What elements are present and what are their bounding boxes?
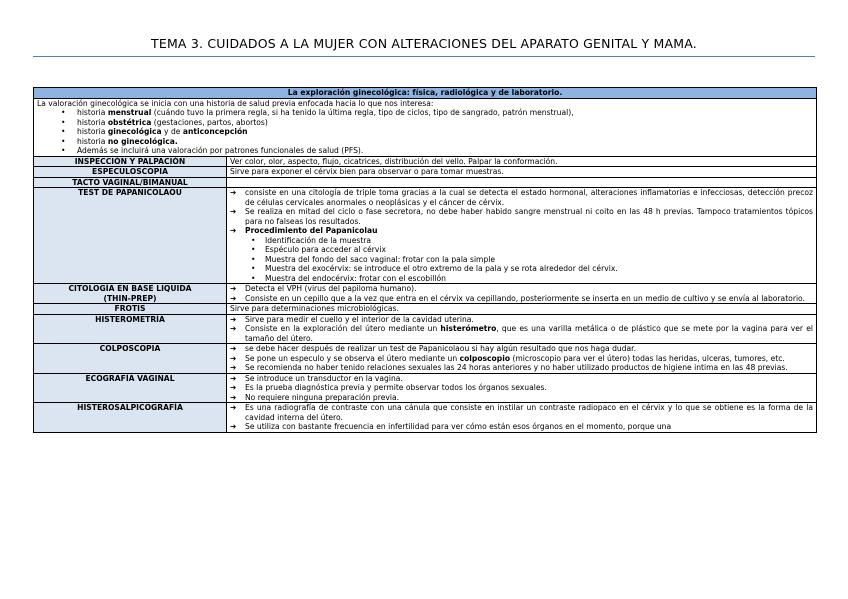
- table-row: [34, 188, 817, 284]
- row-content: Sirve para exponer el cérvix bien para observar o para tomar muestras.: [227, 167, 817, 178]
- arrow-item: ➔ Consiste en un cepillo que a la vez que entra en el cérvix va cepillando, posteriormente se inserta en un medio de cultivo y se envía al laboratorio.: [230, 294, 813, 304]
- arrow-item: ➔ Es la prueba diagnóstica previa y permite observar todos los órganos sexuales.: [230, 383, 813, 393]
- row-label: FROTIS: [34, 304, 227, 315]
- table-row: [34, 373, 817, 403]
- title-underline: [33, 56, 815, 57]
- arrow-item: ➔ se debe hacer después de realizar un test de Papanicolaou si hay algún resultado que nos haga dudar.: [230, 344, 813, 354]
- row-content: [227, 314, 817, 344]
- arrow-item: ➔ Procedimiento del Papanicolau: [230, 226, 813, 236]
- row-content: [227, 177, 817, 188]
- row-label: TEST DE PAPANICOLAOU: [34, 188, 227, 284]
- table-header: La exploración ginecológica: física, radiológica y de laboratorio.: [34, 88, 817, 99]
- row-content: [227, 188, 817, 284]
- row-label: INSPECCIÓN Y PALPACIÓN: [34, 156, 227, 167]
- list-item: • Además se incluirá una valoración por patrones funcionales de salud (PFS).: [77, 146, 813, 156]
- row-content: [227, 344, 817, 374]
- arrow-item: ➔ Sirve para medir el cuello y el interior de la cavidad uterina.: [230, 315, 813, 325]
- table-row: [34, 177, 817, 188]
- arrow-item: ➔ Detecta el VPH (virus del papiloma humano).: [230, 284, 813, 294]
- list-item: • historia menstrual (cuándo tuvo la primera regla, si ha tenido la última regla, tipo de ciclos, tipo de sangrado, patrón menstrual),: [77, 108, 813, 118]
- list-item: • Muestra del endocérvix: frotar con el escobillón: [265, 274, 813, 284]
- table-row: [34, 156, 817, 167]
- intro-lead: La valoración ginecológica se inicia con una historia de salud previa enfocada hacia lo que nos interesa:: [37, 98, 434, 108]
- intro-row: [34, 98, 817, 156]
- row-label: TACTO VAGINAL/BIMANUAL: [34, 177, 227, 188]
- table-row: [34, 314, 817, 344]
- row-content: [227, 403, 817, 433]
- row-content: [227, 284, 817, 304]
- history-list: [37, 108, 813, 156]
- table-row: [34, 403, 817, 433]
- arrow-item: ➔ Se pone un especulo y se observa el útero mediante un colposcopio (microscopio para ver el útero) todas las heridas, ulceras, tumores, etc.: [230, 354, 813, 364]
- row-content: Sirve para determinaciones microbiológicas.: [227, 304, 817, 315]
- exploration-table: [33, 87, 817, 433]
- row-label: ESPECULOSCOPIA: [34, 167, 227, 178]
- arrow-item: ➔ Es una radiografía de contraste con una cánula que consiste en instilar un contraste radiopaco en el cérvix y lo que se obtiene es la forma de la cavidad interna del útero.: [230, 403, 813, 422]
- table-row: [34, 284, 817, 304]
- arrow-item: ➔ consiste en una citología de triple toma gracias a la cual se detecta el estado hormonal, alteraciones inflamatorias e infecciosas, detección precoz de células cervicales anormales o neoplásicas y el cáncer de cérvix.: [230, 188, 813, 207]
- list-item: • Identificación de la muestra: [265, 236, 813, 246]
- row-label: HISTEROSALPICOGRAFÍA: [34, 403, 227, 433]
- list-item: • historia obstétrica (gestaciones, partos, abortos): [77, 118, 813, 128]
- intro-cell: [34, 98, 817, 156]
- table-row: [34, 167, 817, 178]
- row-content: [227, 373, 817, 403]
- row-label: CITOLOGÍA EN BASE LIQUIDA (THIN-PREP): [34, 284, 227, 304]
- arrow-item: ➔ No requiere ninguna preparación previa.: [230, 393, 813, 403]
- page-title: TEMA 3. CUIDADOS A LA MUJER CON ALTERACIONES DEL APARATO GENITAL Y MAMA.: [151, 36, 697, 51]
- arrow-item: ➔ Se introduce un transductor en la vagina.: [230, 374, 813, 384]
- list-item: • historia no ginecológica.: [77, 137, 813, 147]
- row-label: HISTEROMETRÍA: [34, 314, 227, 344]
- procedure-steps: [230, 236, 813, 284]
- table-row: [34, 344, 817, 374]
- list-item: • Espéculo para acceder al cérvix: [265, 245, 813, 255]
- list-item: • Muestra del exocérvix: se introduce el otro extremo de la pala y se rota alrededor del cérvix.: [265, 264, 813, 274]
- arrow-item: ➔ Se utiliza con bastante frecuencia en infertilidad para ver cómo están esos órganos en el momento, porque una: [230, 422, 813, 432]
- table-header-row: [34, 88, 817, 99]
- table-row: [34, 304, 817, 315]
- list-item: • historia ginecológica y de anticoncepción: [77, 127, 813, 137]
- list-item: • Muestra del fondo del saco vaginal: frotar con la pala simple: [265, 255, 813, 265]
- row-label: COLPOSCOPIA: [34, 344, 227, 374]
- arrow-item: ➔ Se realiza en mitad del ciclo o fase secretora, no debe haber habido sangre menstrual ni coito en las 48 h previas. Tampoco tratamientos tópicos para no falseas los resultados.: [230, 207, 813, 226]
- arrow-item: ➔ Se recomienda no haber tenido relaciones sexuales las 24 horas anteriores y no haber utilizado productos de higiene intima en las 48 previas.: [230, 363, 813, 373]
- row-content: Ver color, olor, aspecto, flujo, cicatrices, distribución del vello. Palpar la conformación.: [227, 156, 817, 167]
- row-label: ECOGRAFÍA VAGINAL: [34, 373, 227, 403]
- arrow-item: ➔ Consiste en la exploración del útero mediante un histerómetro, que es una varilla metálica o de plástico que se mete por la vagina para ver el tamaño del útero.: [230, 324, 813, 343]
